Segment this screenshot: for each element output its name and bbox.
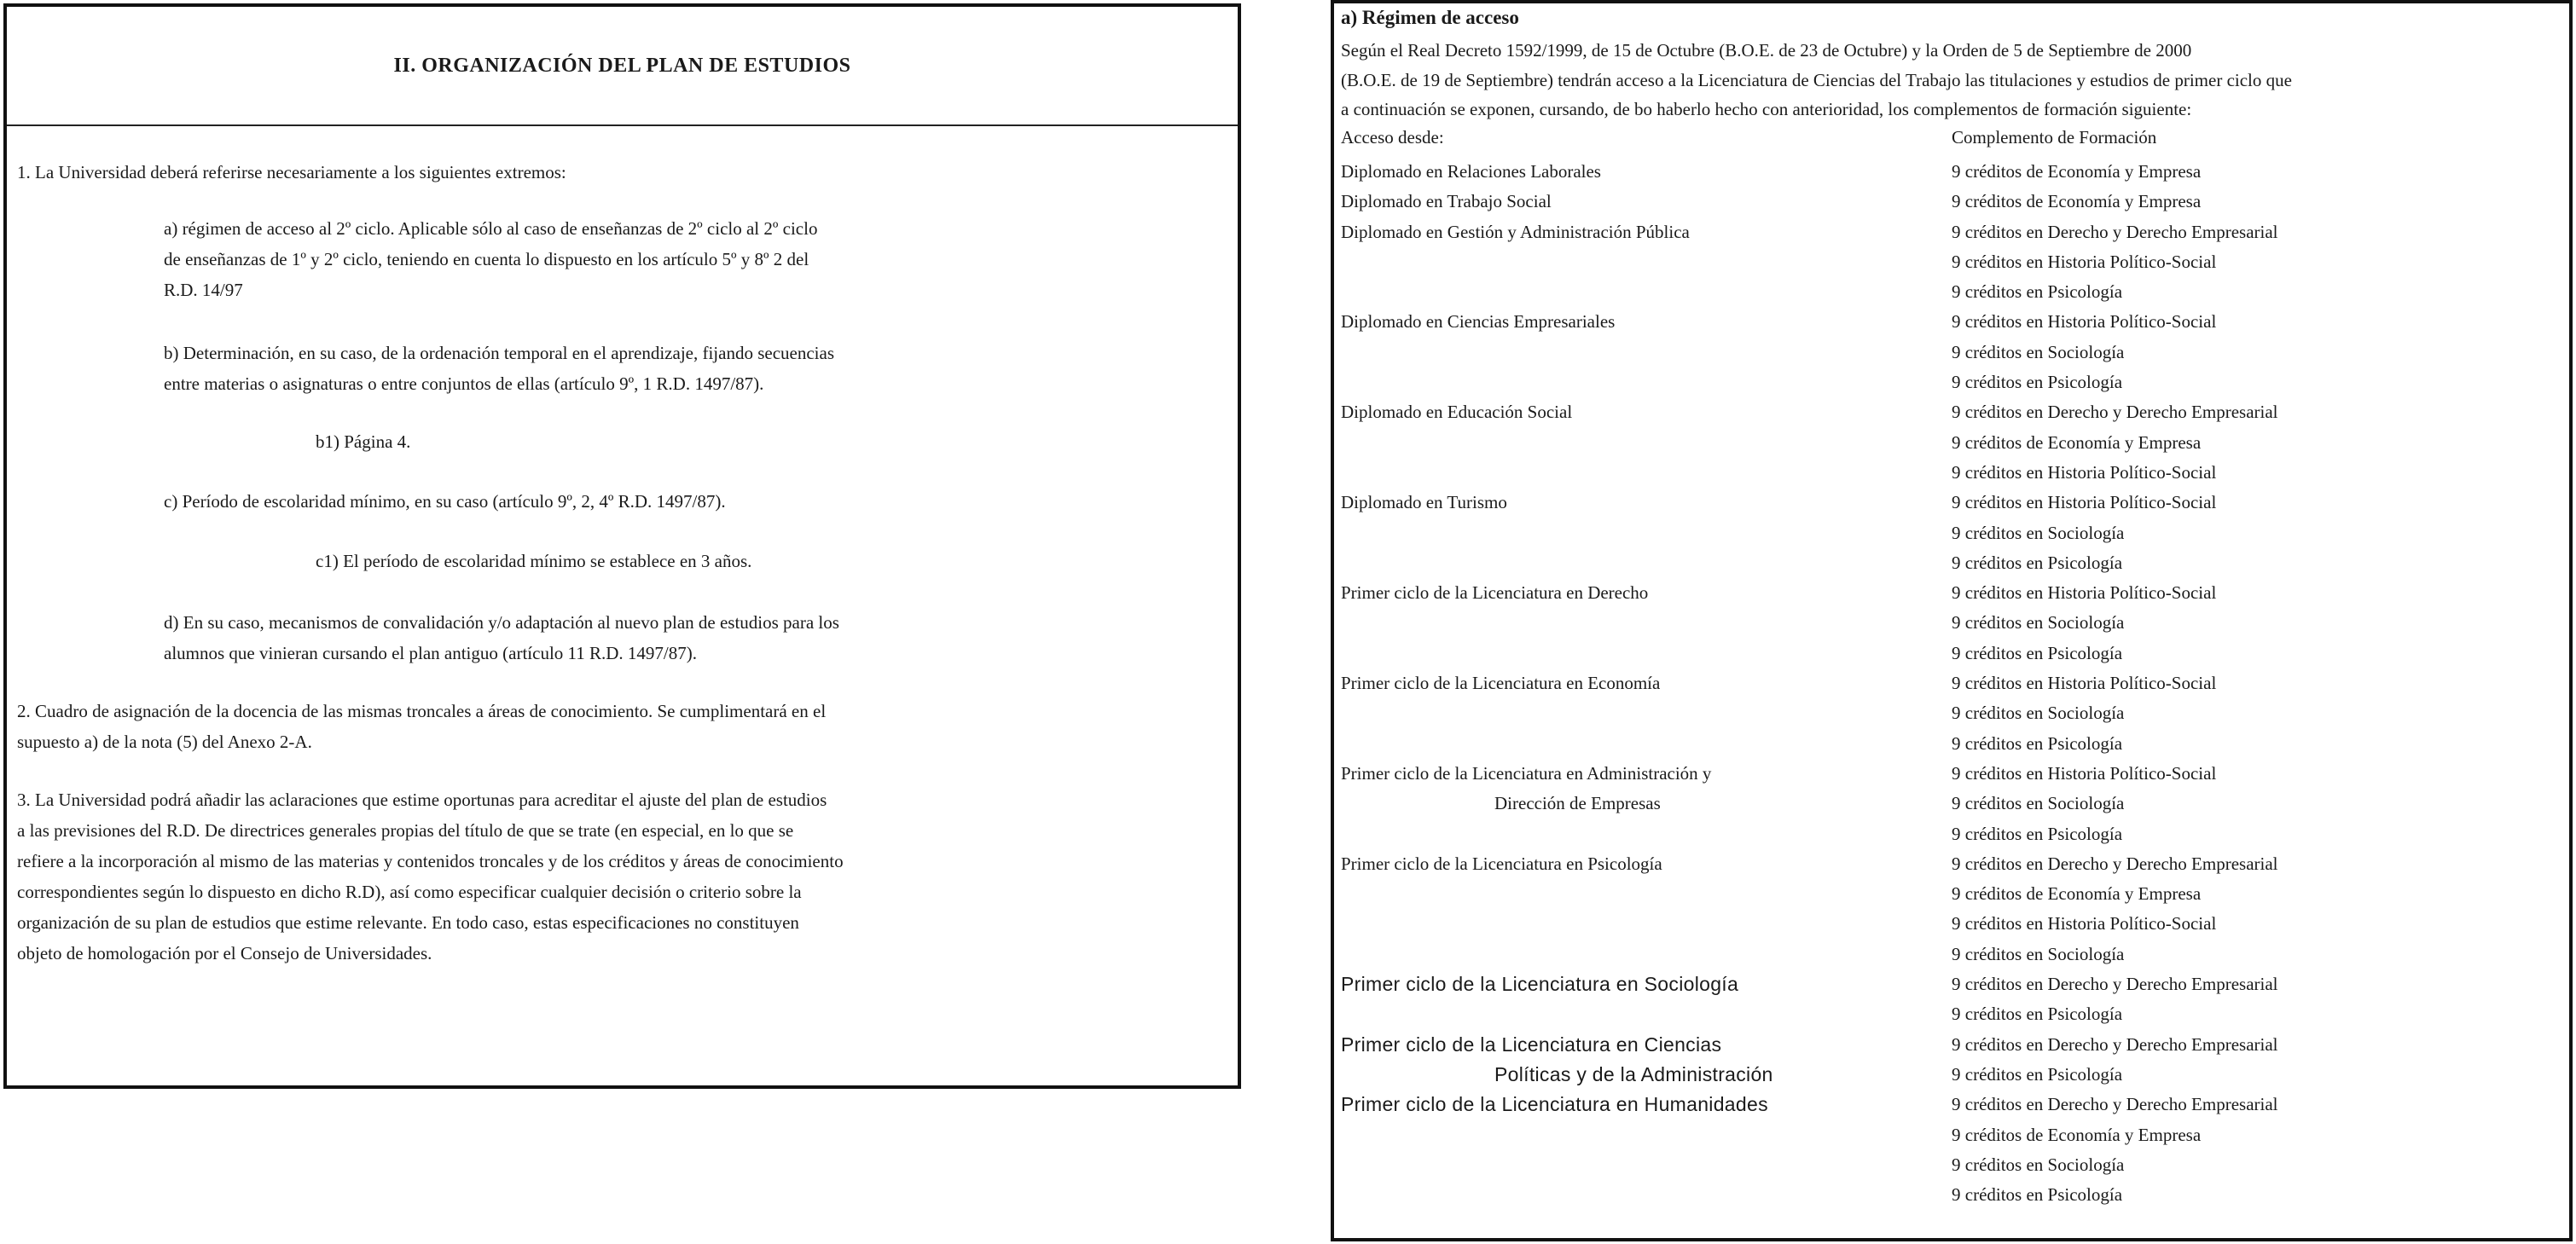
access-degree-line: Diplomado en Trabajo Social — [1341, 191, 1552, 212]
paragraph-d-line: d) En su caso, mecanismos de convalidación y/o adaptación al nuevo plan de estudios para los — [164, 612, 839, 633]
complement-item: 9 créditos en Psicología — [1952, 372, 2123, 393]
left-header — [7, 7, 1238, 126]
table-row — [1341, 488, 2552, 578]
complement-item: 9 créditos en Psicología — [1952, 1004, 2123, 1025]
intro-text — [1341, 36, 2552, 124]
complement-item: 9 créditos en Psicología — [1952, 1184, 2123, 1206]
complement-item: 9 créditos en Sociología — [1952, 1154, 2125, 1175]
complement-item: 9 créditos en Derecho y Derecho Empresarial — [1952, 221, 2278, 242]
complement-list — [1952, 217, 2552, 308]
complement-item: 9 créditos de Economía y Empresa — [1952, 883, 2202, 905]
complement-item: 9 créditos de Economía y Empresa — [1952, 431, 2202, 453]
access-degree — [1341, 1030, 1938, 1091]
access-degree-line: Primer ciclo de la Licenciatura en Sociología — [1341, 973, 1739, 996]
complement-list — [1952, 668, 2552, 759]
complement-item: 9 créditos en Sociología — [1952, 793, 2125, 814]
paragraph-a — [164, 213, 1017, 305]
access-degree — [1341, 578, 1938, 608]
complement-item: 9 créditos en Historia Político-Social — [1952, 673, 2217, 694]
paragraph-b-line: b) Determinación, en su caso, de la ordenación temporal en el aprendizaje, fijando secuencias — [164, 343, 834, 363]
access-degree-line: Dirección de Empresas — [1494, 793, 1661, 814]
complement-item: 9 créditos en Derecho y Derecho Empresarial — [1952, 1033, 2278, 1055]
column-header-access: Acceso desde: — [1341, 127, 1444, 148]
complement-list — [1952, 849, 2552, 969]
complement-item: 9 créditos en Sociología — [1952, 341, 2125, 362]
complement-item: 9 créditos en Sociología — [1952, 943, 2125, 964]
access-degree-line: Diplomado en Turismo — [1341, 492, 1507, 513]
complement-item: 9 créditos en Sociología — [1952, 703, 2125, 724]
complement-list — [1952, 1090, 2552, 1210]
access-degree — [1341, 217, 1938, 247]
complement-item: 9 créditos en Sociología — [1952, 522, 2125, 543]
paragraph-1: 1. La Universidad deberá referirse necesariamente a los siguientes extremos: — [17, 162, 566, 182]
table-row — [1341, 157, 2552, 187]
paragraph-3-line: 3. La Universidad podrá añadir las aclaraciones que estime oportunas para acreditar el ajuste del plan de estudios — [17, 790, 827, 810]
paragraph-a-line: R.D. 14/97 — [164, 280, 243, 300]
access-degree — [1341, 1090, 1938, 1120]
access-degree-line: Políticas y de la Administración — [1494, 1062, 1773, 1085]
complement-item: 9 créditos en Historia Político-Social — [1952, 311, 2217, 333]
access-degree — [1341, 187, 1938, 217]
complement-list — [1952, 488, 2552, 578]
access-degree — [1341, 157, 1938, 187]
complement-item: 9 créditos en Derecho y Derecho Empresarial — [1952, 1094, 2278, 1115]
complement-item: 9 créditos en Psicología — [1952, 823, 2123, 844]
access-degree — [1341, 759, 1938, 819]
access-degree — [1341, 488, 1938, 518]
access-degree — [1341, 307, 1938, 337]
complement-item: 9 créditos de Economía y Empresa — [1952, 191, 2202, 212]
complement-item: 9 créditos en Historia Político-Social — [1952, 762, 2217, 784]
access-degree-line: Primer ciclo de la Licenciatura en Economía — [1341, 673, 1661, 694]
complement-list — [1952, 1030, 2552, 1091]
complement-item: 9 créditos en Derecho y Derecho Empresarial — [1952, 974, 2278, 995]
access-degree-line: Primer ciclo de la Licenciatura en Derecho — [1341, 582, 1649, 604]
access-table — [1341, 157, 2552, 1210]
intro-line: a continuación se exponen, cursando, de bo haberlo hecho con anterioridad, los complementos de formación siguiente: — [1341, 99, 2192, 119]
right-document-panel — [1331, 0, 2573, 1241]
access-degree-line: Primer ciclo de la Licenciatura en Ciencias — [1341, 1033, 1722, 1056]
table-row — [1341, 759, 2552, 849]
paragraph-a-line: de enseñanzas de 1º y 2º ciclo, teniendo en cuenta lo dispuesto en los artículo 5º y 8º 2 del — [164, 249, 809, 269]
complement-list — [1952, 307, 2552, 397]
left-document-panel — [3, 3, 1241, 1089]
complement-item: 9 créditos en Psicología — [1952, 1063, 2123, 1085]
access-degree — [1341, 969, 1938, 999]
paragraph-d-line: alumnos que vinieran cursando el plan antiguo (artículo 11 R.D. 1497/87). — [164, 643, 697, 663]
access-degree-line: Primer ciclo de la Licenciatura en Humanidades — [1341, 1093, 1768, 1116]
complement-item: 9 créditos en Historia Político-Social — [1952, 461, 2217, 483]
section-heading: a) Régimen de acceso — [1341, 7, 1519, 28]
complement-item: 9 créditos en Psicología — [1952, 281, 2123, 303]
intro-line: (B.O.E. de 19 de Septiembre) tendrán acceso a la Licenciatura de Ciencias del Trabajo las titulaciones y estudios de primer ciclo que — [1341, 69, 2292, 90]
table-row — [1341, 578, 2552, 668]
table-row — [1341, 1090, 2552, 1210]
paragraph-3-line: a las previsiones del R.D. De directrices generales propias del título de que se trate (en especial, en lo que se — [17, 820, 794, 841]
access-degree-line: Diplomado en Gestión y Administración Pública — [1341, 221, 1690, 242]
complement-item: 9 créditos en Historia Político-Social — [1952, 582, 2217, 604]
complement-item: 9 créditos de Economía y Empresa — [1952, 161, 2202, 182]
complement-item: 9 créditos en Derecho y Derecho Empresarial — [1952, 853, 2278, 874]
access-degree — [1341, 397, 1938, 427]
paragraph-b-line: entre materias o asignaturas o entre conjuntos de ellas (artículo 9º, 1 R.D. 1497/87). — [164, 373, 764, 394]
intro-line: Según el Real Decreto 1592/1999, de 15 de Octubre (B.O.E. de 23 de Octubre) y la Orden de 5 de Septiembre de 2000 — [1341, 40, 2192, 61]
complement-list — [1952, 578, 2552, 668]
paragraph-3-line: organización de su plan de estudios que estime relevante. En todo caso, estas especificaciones no constituyen — [17, 912, 799, 933]
paragraph-c1: c1) El período de escolaridad mínimo se establece en 3 años. — [316, 551, 752, 571]
table-row — [1341, 217, 2552, 308]
paragraph-a-line: a) régimen de acceso al 2º ciclo. Aplicable sólo al caso de enseñanzas de 2º ciclo al 2º ciclo — [164, 218, 818, 239]
paragraph-3 — [17, 784, 1024, 969]
access-degree-line: Primer ciclo de la Licenciatura en Administración y — [1341, 762, 1712, 784]
paragraph-d — [164, 607, 1017, 668]
complement-list — [1952, 157, 2552, 187]
complement-item: 9 créditos en Historia Político-Social — [1952, 492, 2217, 513]
paragraph-2-line: 2. Cuadro de asignación de la docencia de las mismas troncales a áreas de conocimiento. Se cumplimentará en el — [17, 701, 827, 721]
paragraph-c: c) Período de escolaridad mínimo, en su caso (artículo 9º, 2, 4º R.D. 1497/87). — [164, 491, 726, 512]
complement-list — [1952, 187, 2552, 217]
table-row — [1341, 668, 2552, 759]
complement-item: 9 créditos en Derecho y Derecho Empresarial — [1952, 402, 2278, 423]
complement-item: 9 créditos en Psicología — [1952, 732, 2123, 754]
complement-item: 9 créditos en Historia Político-Social — [1952, 251, 2217, 272]
paragraph-b1: b1) Página 4. — [316, 431, 411, 452]
access-degree-line: Diplomado en Relaciones Laborales — [1341, 161, 1601, 182]
table-row — [1341, 1030, 2552, 1091]
access-degree-line: Diplomado en Educación Social — [1341, 402, 1573, 423]
complement-item: 9 créditos en Historia Político-Social — [1952, 913, 2217, 934]
paragraph-3-line: objeto de homologación por el Consejo de Universidades. — [17, 943, 432, 963]
complement-item: 9 créditos en Psicología — [1952, 552, 2123, 573]
paragraph-2-line: supuesto a) de la nota (5) del Anexo 2-A. — [17, 732, 312, 752]
paragraph-3-line: refiere a la incorporación al mismo de las materias y contenidos troncales y de los créditos y áreas de conocimiento — [17, 851, 844, 871]
table-row — [1341, 969, 2552, 1030]
complement-item: 9 créditos de Economía y Empresa — [1952, 1124, 2202, 1145]
complement-item: 9 créditos en Sociología — [1952, 612, 2125, 634]
page-title: II. ORGANIZACIÓN DEL PLAN DE ESTUDIOS — [393, 54, 851, 77]
complement-list — [1952, 759, 2552, 849]
access-degree — [1341, 849, 1938, 879]
table-row — [1341, 187, 2552, 217]
paragraph-2 — [17, 696, 1024, 757]
complement-list — [1952, 969, 2552, 1030]
access-degree-line: Diplomado en Ciencias Empresariales — [1341, 311, 1616, 333]
table-row — [1341, 849, 2552, 969]
paragraph-b — [164, 338, 1017, 399]
paragraph-3-line: correspondientes según lo dispuesto en dicho R.D), así como especificar cualquier decisión o criterio sobre la — [17, 882, 802, 902]
access-degree — [1341, 668, 1938, 698]
column-header-complement: Complemento de Formación — [1952, 127, 2157, 148]
table-row — [1341, 307, 2552, 397]
table-row — [1341, 397, 2552, 488]
complement-list — [1952, 397, 2552, 488]
complement-item: 9 créditos en Psicología — [1952, 642, 2123, 663]
access-degree-line: Primer ciclo de la Licenciatura en Psicología — [1341, 853, 1662, 874]
